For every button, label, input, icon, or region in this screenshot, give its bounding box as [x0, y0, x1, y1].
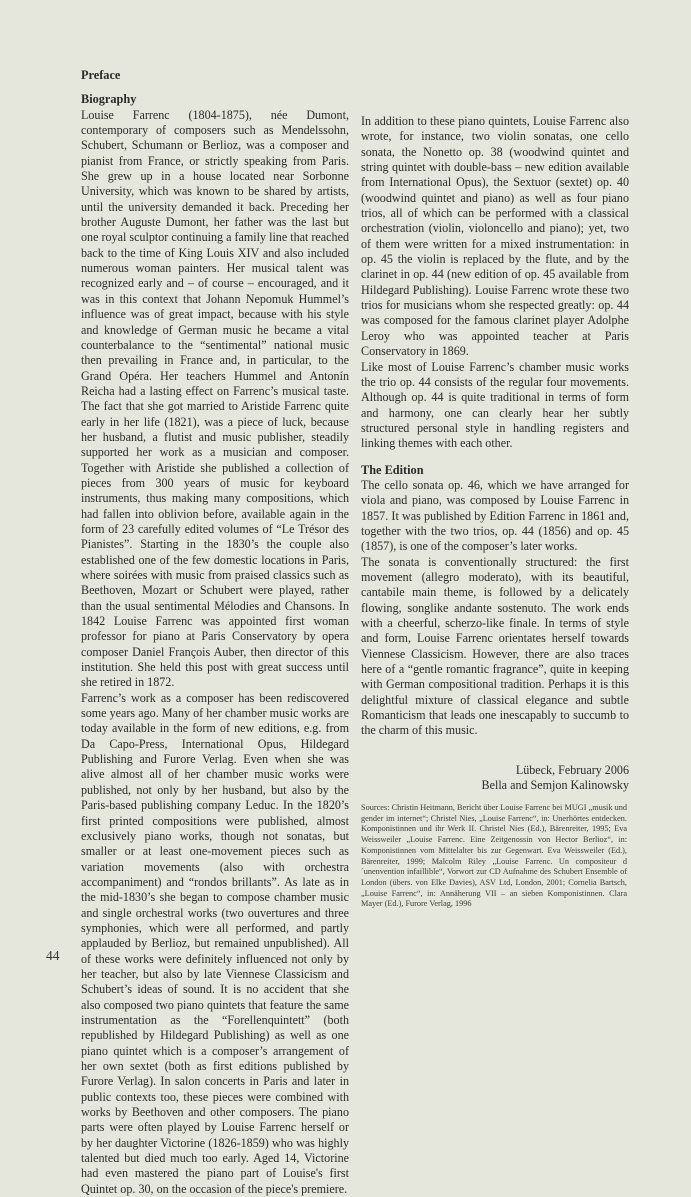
biography-paragraph-2: Farrenc’s work as a composer has been rediscovered some years ago. Many of her chamber music works are today available in the form of new editions, e.g. from Da Capo-Press, International Opus, Hildegard Publishing and Furore Verlag. Even when she was alive almost all of her chamber music works were published, not only by her husband, but also by the Paris-based publishing company Leduc. In the 1820’s first printed compositions were published, almost exclusively piano works, though not sonatas, but smaller or at least one-movement pieces such as variation movements (also with orchestra accompaniment) and “rondos brillants”. As late as in the mid-1830’s she began to compose chamber music and single orchestral works (two ouvertures and three symphonies, which were all performed, and partly applauded by Berlioz, but remained unpublished). All of these works were definitely influenced not only by her teacher, but also by late Viennese Classicism and Schubert’s ideas of sound. It is no accident that she also composed two piano quintets that feature the same instrumentation as the “Forellenquintett” (both republished by Hildegard Publishing) as well as one piano quintet which is a composer’s arrangement of her own sextet (both as first editions published by Furore Verlag). In salon concerts in Paris and later in public contexts too, these pieces were combined with works by Beethoven and other composers. The piano parts were often played by Louise Farrenc herself or by her daughter Victorine (1826-1859) who was highly talented but died much too early. Aged 14, Victorine had even mastered the piano part of Louise's first Quintet op. 30, on the occasion of the piece's premiere.	[81, 690, 349, 1196]
signature-place-date: Lübeck, February 2006	[515, 762, 629, 777]
biography-paragraph-3: In addition to these piano quintets, Louise Farrenc also wrote, for instance, two violin sonatas, one cello sonata, the Nonetto op. 38 (woodwind quintet and string quintet with double-bass – new edition available from International Opus), the Sextuor (sextet) op. 40 (woodwind quintet and piano) as well as four piano trios, all of which can be performed with a classical orchestration (violin, violoncello and piano); yet, two of them were written for a mixed instrumentation: in op. 45 the violin is replaced by the flute, and by the clarinet in op. 44 (new edition of op. 45 available from Hildegard Publishing). Louise Farrenc wrote these two trios for musicians whom she respected greatly: op. 44 was composed for the famous clarinet player Adolphe Leroy who was appointed teacher at Paris Conservatory in 1869.	[361, 114, 629, 359]
biography-paragraph-1: Louise Farrenc (1804-1875), née Dumont, contemporary of composers such as Mendelssohn, Schubert, Schumann or Berlioz, was a composer and pianist from France, or strictly speaking from Paris. She grew up in a house located near Sorbonne University, which was known to be shared by artists, until the university demanded it back. Preceding her brother Auguste Dumont, her father was the last but one royal sculptor continuing a family line that reached back to the time of King Louis XIV and also included numerous woman painters. Her musical talent was recognized early and – of course – encouraged, and it was in this context that Johann Nepomuk Hummel’s influence was of great impact, because with his style and knowledge of German music he became a vital counterbalance to the “sentimental” national music then prevailing in France and, in particular, to the Grand Opéra. Her teachers Hummel and Antonín Reicha had a lasting effect on Farrenc’s musical taste. The fact that she got married to Aristide Farrenc quite early in her life (1821), was a piece of luck, because her husband, a flutist and music publisher, steadily supported her work as a musician and composer. Together with Aristide she published a collection of pieces from 300 years of music for keyboard instruments, thus making many compositions, which had fallen into oblivion before, available again in the form of 23 carefully edited volumes of “Le Trésor des Pianistes”. Starting in the 1830’s the couple also established one of the few domestic locations in Paris, where soirées with music from praised classics such as Beethoven, Mozart or Schubert were played, rather than the usual sentimental Mélodies and Chansons. In 1842 Louise Farrenc was appointed first woman professor for piano at Paris Conservatory by opera composer Daniel François Auber, then director of this institution. She held this post with great success until she retired in 1872.	[81, 107, 349, 690]
biography-paragraph-4: Like most of Louise Farrenc’s chamber music works the trio op. 44 consists of the regular four movements. Although op. 44 is quite traditional in terms of form and harmony, one can clearly hear her subtly structured personal style in handling registers and linking themes with each other.	[361, 359, 629, 451]
biography-heading: Biography	[81, 92, 137, 107]
preface-heading: Preface	[81, 68, 121, 82]
edition-paragraph-1: The cello sonata op. 46, which we have arranged for viola and piano, was composed by Louise Farrenc in 1857. It was published by Edition Farrenc in 1861 and, together with the two trios, op. 44 (1856) and op. 45 (1857), is one of the composer’s later works.	[361, 477, 629, 554]
signature-authors: Bella and Semjon Kalinowsky	[481, 778, 629, 793]
sources-note: Sources: Christin Heitmann, Bericht über Louise Farrenc bei MUGI „musik und gender im internet“; Christel Nies, „Louise Farrenc“, in: Unerhörtes entdecken. Komponistinnen und ihr Werk II. Christel Nies (Ed.), Bärenreiter, 1995; Eva Weissweiler „Louise Farrenc. Eine Zeitgenossin von Hector Berlioz“, in: Komponistinnen vom Mittelalter bis zur Gegenwart. Eva Weissweiler (Ed.), Bärenreiter, 1999; Malcolm Riley „Louise Farrenc. Un compositeur d´unenvention infaillible“, Vorwort zur CD Aufnahme des Schubert Ensemble of London (übers. von Elke Davies), ASV Ltd, London, 2001; Cornelia Bartsch, „Louise Farrenc“, in: Annäherung VII – an sieben Komponistinnen. Clara Mayer (Ed.), Furore Verlag, 1996	[361, 803, 627, 909]
right-column-content	[361, 114, 629, 793]
left-column	[81, 68, 349, 1197]
edition-heading: The Edition	[361, 462, 424, 477]
page-number: 44	[46, 948, 60, 963]
edition-paragraph-2: The sonata is conventionally structured: the first movement (allegro moderato), with its beautiful, cantabile main theme, is followed by a delicately flowing, songlike andante sostenuto. The work ends with a cheerful, scherzo-like finale. In terms of style and form, Louise Farrenc orientates herself towards Viennese Classicism. However, there are also traces here of a “gentle romantic fragrance”, quite in keeping with German compositional tradition. Perhaps it is this delightful mixture of classical elegance and subtle Romanticism that leads one inescapably to succumb to the charm of this music.	[361, 554, 629, 738]
